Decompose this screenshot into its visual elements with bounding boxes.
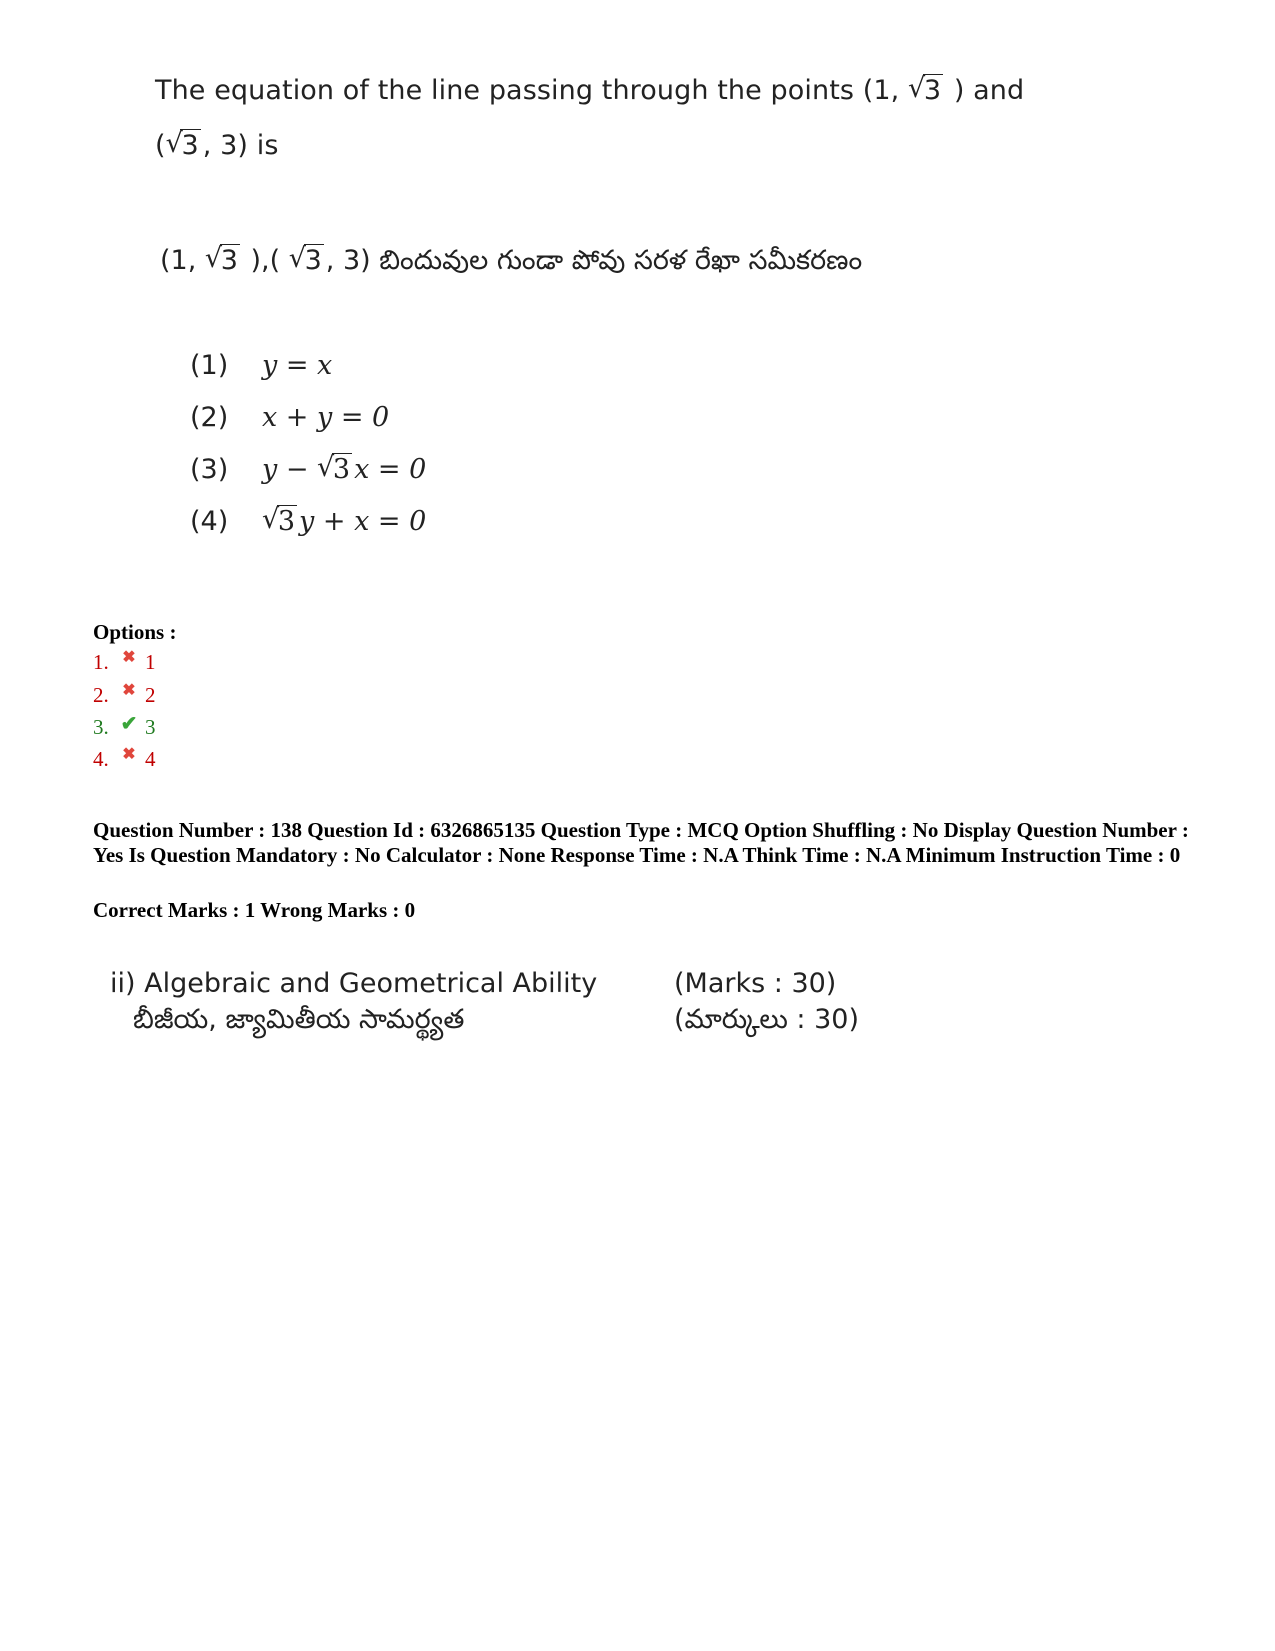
choice-number: (3) (190, 454, 229, 485)
question-meta: Question Number : 138 Question Id : 6326865135 Question Type : MCQ Option Shuffling : No Display Question Number : Yes Is Question Mandatory : No Calculator : None Response Time : N.A Think Time : N.A Minimum Instruction Time : 0 (93, 818, 1189, 867)
question-choice-3 (190, 454, 426, 506)
question-text-telugu (160, 245, 862, 283)
question-text-part: ) and (945, 75, 1025, 106)
sqrt-symbol (262, 506, 297, 537)
choice-number: (1) (190, 350, 229, 381)
choice-equation (262, 454, 426, 485)
option-index: 3. (93, 715, 109, 739)
question-choice-4 (190, 506, 426, 558)
radicand: 3 (332, 454, 351, 485)
question-choice-1 (190, 350, 426, 402)
section-title-telugu: బీజీయ, జ్యామితీయ సామర్థ్యత (133, 1004, 465, 1035)
option-1 (93, 650, 156, 675)
sqrt-symbol (908, 75, 943, 106)
question-choices (190, 350, 426, 558)
option-value: 4 (145, 747, 156, 771)
cross-icon: ✖ (122, 681, 136, 699)
sqrt-symbol (205, 245, 240, 276)
question-text-part: , 3) బిందువుల గుండా పోవు సరళ రేఖా సమీకరణం (325, 245, 863, 276)
option-index: 1. (93, 650, 109, 674)
option-value: 2 (145, 683, 156, 707)
question-text-part: (1, (160, 245, 205, 276)
option-value: 3 (145, 715, 156, 739)
equation-part: x = 0 (354, 454, 427, 485)
radicand: 3 (220, 245, 238, 276)
choice-equation (262, 506, 426, 537)
sqrt-symbol (317, 454, 352, 485)
equation-part: y + x = 0 (299, 506, 427, 537)
option-2 (93, 683, 156, 708)
section-marks-english: (Marks : 30) (674, 968, 837, 999)
radicand: 3 (923, 75, 942, 106)
option-3 (93, 712, 156, 740)
cross-icon: ✖ (122, 745, 136, 763)
option-value: 1 (145, 650, 156, 674)
radicand: 3 (304, 245, 322, 276)
choice-number: (2) (190, 402, 229, 433)
question-text-part: The equation of the line passing through the points (1, (155, 75, 909, 106)
option-4 (93, 747, 156, 772)
question-text-part: , 3) is (202, 130, 279, 161)
question-text-line-2 (155, 130, 279, 161)
section-title-english: ii) Algebraic and Geometrical Ability (110, 968, 598, 999)
question-choice-2 (190, 402, 426, 454)
radicand: 3 (277, 506, 296, 537)
cross-icon: ✖ (122, 648, 136, 666)
equation-part: y − (262, 454, 318, 485)
sqrt-symbol (289, 245, 324, 276)
section-marks-telugu: (మార్కులు : 30) (674, 1004, 859, 1035)
choice-equation: x + y = 0 (262, 402, 390, 433)
question-text-line-1 (155, 75, 1024, 106)
question-marks: Correct Marks : 1 Wrong Marks : 0 (93, 898, 416, 922)
sqrt-symbol (166, 130, 201, 161)
question-text-part: ),( (241, 245, 289, 276)
choice-equation: y = x (262, 350, 333, 381)
choice-number: (4) (190, 506, 229, 537)
option-index: 2. (93, 683, 109, 707)
check-icon: ✔ (120, 712, 138, 735)
options-label: Options : (93, 620, 177, 644)
question-text-part: ( (155, 130, 166, 161)
radicand: 3 (181, 130, 199, 161)
option-index: 4. (93, 747, 109, 771)
